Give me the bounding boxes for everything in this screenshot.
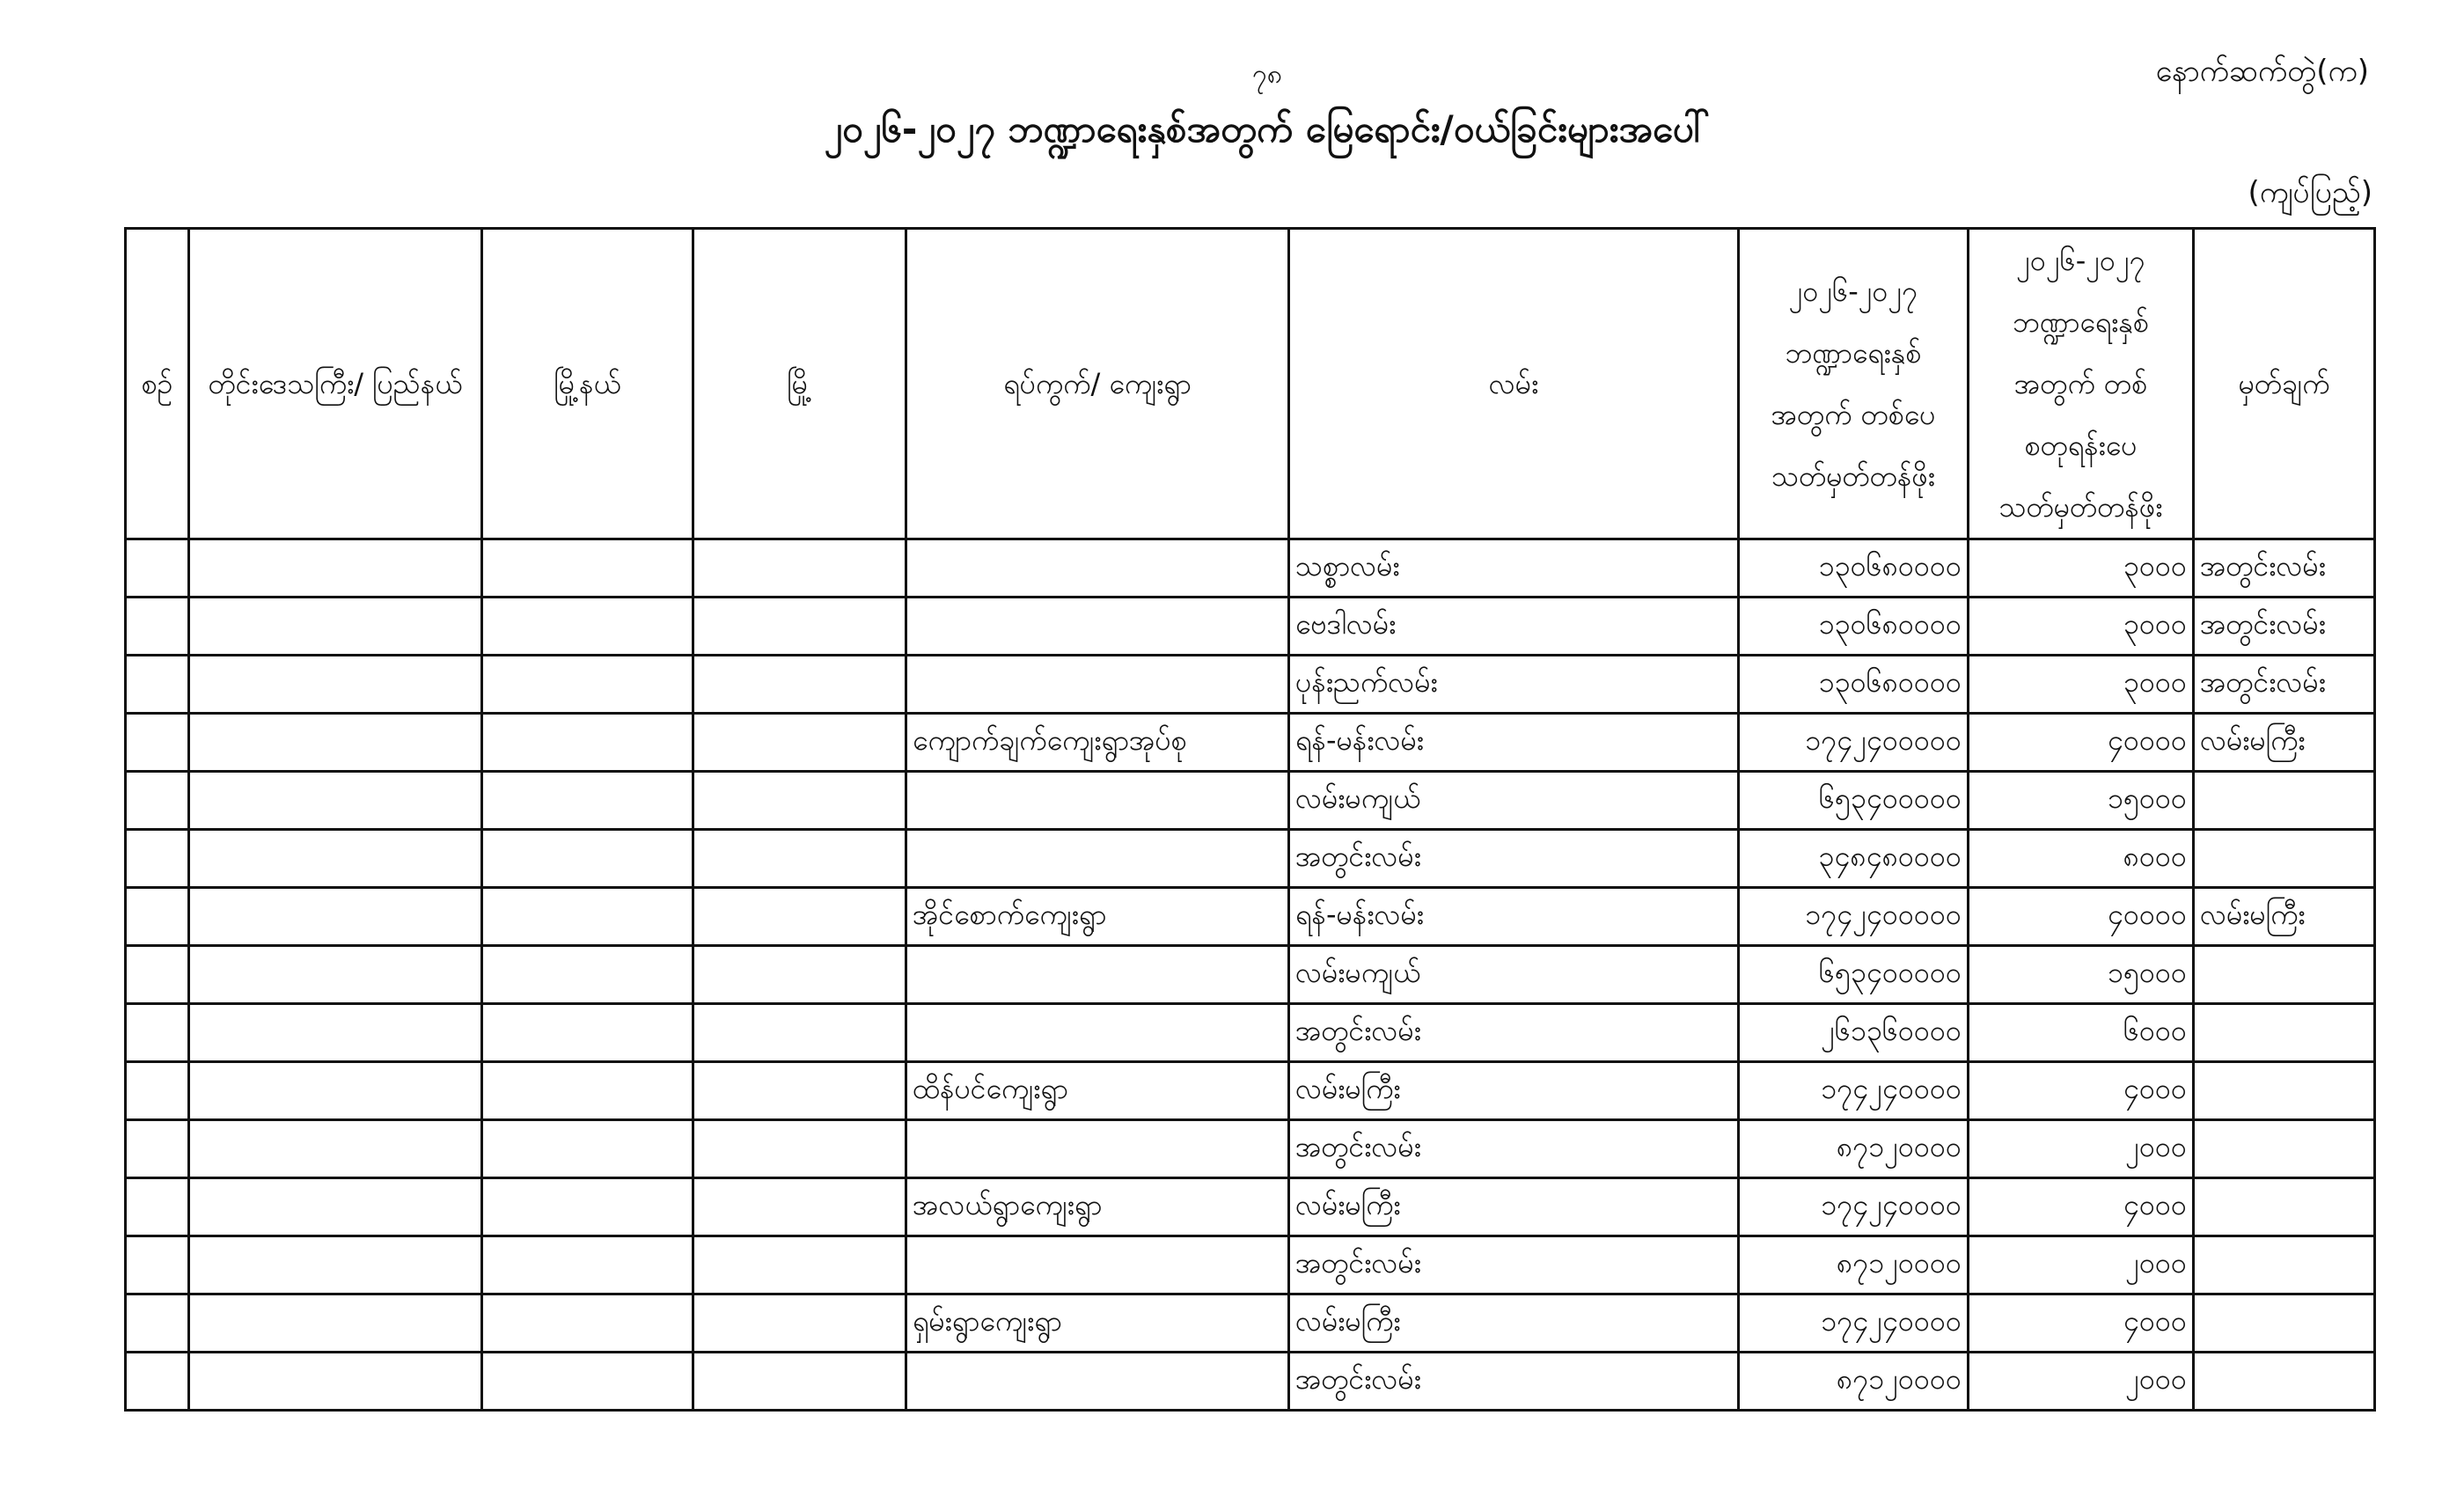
cell-region (189, 1294, 482, 1353)
cell-region (189, 1353, 482, 1411)
table-row (126, 1294, 2375, 1353)
cell-serial (126, 598, 189, 656)
header-serial: စဉ် (126, 229, 189, 539)
cell-region (189, 1178, 482, 1236)
cell-serial (126, 656, 189, 714)
table-row (126, 1353, 2375, 1411)
cell-remarks (2194, 1353, 2375, 1411)
cell-value-per-sqft: ၄၀၀၀ (1969, 1178, 2194, 1236)
cell-ward-village: အိုင်စောက်ကျေးရွာ (906, 888, 1289, 946)
table-row (126, 946, 2375, 1004)
cell-ward-village (906, 598, 1289, 656)
cell-region (189, 656, 482, 714)
header-region: တိုင်းဒေသကြီး/ ပြည်နယ် (189, 229, 482, 539)
cell-remarks (2194, 772, 2375, 830)
cell-street: အတွင်းလမ်း (1289, 1120, 1739, 1178)
cell-town (693, 539, 906, 598)
cell-town (693, 598, 906, 656)
table-row (126, 598, 2375, 656)
cell-street: ဗေဒါလမ်း (1289, 598, 1739, 656)
cell-ward-village (906, 539, 1289, 598)
cell-serial (126, 772, 189, 830)
cell-serial (126, 1062, 189, 1120)
cell-town (693, 946, 906, 1004)
cell-serial (126, 888, 189, 946)
cell-street: လမ်းမကြီး (1289, 1062, 1739, 1120)
cell-district (482, 1120, 693, 1178)
cell-district (482, 772, 693, 830)
cell-value-per-foot: ၁၇၄၂၄၀၀၀၀ (1739, 1294, 1969, 1353)
cell-town (693, 714, 906, 772)
cell-town (693, 1062, 906, 1120)
cell-value-per-sqft: ၂၀၀၀ (1969, 1120, 2194, 1178)
cell-serial (126, 946, 189, 1004)
cell-value-per-foot: ၆၅၃၄၀၀၀၀၀ (1739, 946, 1969, 1004)
cell-region (189, 946, 482, 1004)
cell-town (693, 772, 906, 830)
cell-ward-village: ထိန်ပင်ကျေးရွာ (906, 1062, 1289, 1120)
table-row (126, 772, 2375, 830)
cell-town (693, 1178, 906, 1236)
cell-town (693, 1294, 906, 1353)
cell-district (482, 714, 693, 772)
cell-street: အတွင်းလမ်း (1289, 1353, 1739, 1411)
table-row (126, 830, 2375, 888)
cell-value-per-foot: ၁၇၄၂၄၀၀၀၀ (1739, 1062, 1969, 1120)
header-remarks: မှတ်ချက် (2194, 229, 2375, 539)
cell-remarks (2194, 1004, 2375, 1062)
cell-serial (126, 714, 189, 772)
header-ward-village: ရပ်ကွက်/ ကျေးရွာ (906, 229, 1289, 539)
cell-town (693, 830, 906, 888)
cell-value-per-sqft: ၂၀၀၀ (1969, 1353, 2194, 1411)
cell-town (693, 888, 906, 946)
cell-value-per-foot: ၁၃၀၆၈၀၀၀၀ (1739, 656, 1969, 714)
cell-value-per-foot: ၈၇၁၂၀၀၀၀ (1739, 1120, 1969, 1178)
cell-value-per-sqft: ၁၅၀၀၀ (1969, 772, 2194, 830)
cell-value-per-foot: ၂၆၁၃၆၀၀၀၀ (1739, 1004, 1969, 1062)
table-row (126, 1178, 2375, 1236)
annex-label: နောက်ဆက်တွဲ(က) (2155, 54, 2369, 89)
cell-value-per-sqft: ၆၀၀၀ (1969, 1004, 2194, 1062)
cell-street: သစ္စာလမ်း (1289, 539, 1739, 598)
table-row (126, 714, 2375, 772)
table-row (126, 888, 2375, 946)
cell-serial (126, 1120, 189, 1178)
cell-value-per-sqft: ၄၀၀၀ (1969, 1062, 2194, 1120)
cell-district (482, 888, 693, 946)
cell-value-per-sqft: ၄၀၀၀ (1969, 1294, 2194, 1353)
cell-value-per-foot: ၈၇၁၂၀၀၀၀ (1739, 1236, 1969, 1294)
cell-value-per-sqft: ၁၅၀၀၀ (1969, 946, 2194, 1004)
cell-street: လမ်းမကျယ် (1289, 946, 1739, 1004)
table-row (126, 656, 2375, 714)
cell-ward-village (906, 1236, 1289, 1294)
cell-value-per-foot: ၁၇၄၂၄၀၀၀၀၀ (1739, 714, 1969, 772)
cell-district (482, 1178, 693, 1236)
cell-district (482, 1062, 693, 1120)
header-street: လမ်း (1289, 229, 1739, 539)
cell-value-per-foot: ၁၃၀၆၈၀၀၀၀ (1739, 539, 1969, 598)
cell-value-per-foot: ၈၇၁၂၀၀၀၀ (1739, 1353, 1969, 1411)
cell-district (482, 539, 693, 598)
cell-ward-village: ရှမ်းရွာကျေးရွာ (906, 1294, 1289, 1353)
cell-street: အတွင်းလမ်း (1289, 1004, 1739, 1062)
cell-street: လမ်းမကျယ် (1289, 772, 1739, 830)
table-body (126, 539, 2375, 1411)
cell-remarks: လမ်းမကြီး (2194, 714, 2375, 772)
cell-street: အတွင်းလမ်း (1289, 830, 1739, 888)
cell-district (482, 598, 693, 656)
cell-district (482, 656, 693, 714)
table-row (126, 539, 2375, 598)
cell-serial (126, 1004, 189, 1062)
cell-remarks (2194, 1062, 2375, 1120)
cell-ward-village: ကျောက်ချက်ကျေးရွာအုပ်စု (906, 714, 1289, 772)
header-value-per-sqft: ၂၀၂၆-၂၀၂၇ ဘဏ္ဍာရေးနှစ် အတွက် တစ်စတုရန်းပေ သတ်မှတ်တန်ဖိုး (1969, 229, 2194, 539)
cell-serial (126, 539, 189, 598)
cell-remarks (2194, 830, 2375, 888)
table-header-row (126, 229, 2375, 539)
cell-street: လမ်းမကြီး (1289, 1294, 1739, 1353)
cell-value-per-sqft: ၃၀၀၀ (1969, 598, 2194, 656)
cell-street: ရန်-မန်းလမ်း (1289, 888, 1739, 946)
cell-region (189, 772, 482, 830)
cell-town (693, 1120, 906, 1178)
table-row (126, 1236, 2375, 1294)
cell-value-per-foot: ၆၅၃၄၀၀၀၀၀ (1739, 772, 1969, 830)
cell-value-per-sqft: ၃၀၀၀ (1969, 656, 2194, 714)
cell-value-per-foot: ၃၄၈၄၈၀၀၀၀ (1739, 830, 1969, 888)
cell-serial (126, 1294, 189, 1353)
cell-region (189, 1236, 482, 1294)
header-district: မြို့နယ် (482, 229, 693, 539)
cell-town (693, 656, 906, 714)
cell-district (482, 830, 693, 888)
cell-value-per-sqft: ၄၀၀၀၀ (1969, 888, 2194, 946)
cell-value-per-sqft: ၈၀၀၀ (1969, 830, 2194, 888)
cell-remarks: လမ်းမကြီး (2194, 888, 2375, 946)
land-value-table (124, 227, 2376, 1412)
cell-value-per-foot: ၁၇၄၂၄၀၀၀၀ (1739, 1178, 1969, 1236)
cell-region (189, 714, 482, 772)
cell-street: အတွင်းလမ်း (1289, 1236, 1739, 1294)
cell-value-per-sqft: ၂၀၀၀ (1969, 1236, 2194, 1294)
table-row (126, 1062, 2375, 1120)
cell-remarks: အတွင်းလမ်း (2194, 598, 2375, 656)
table-row (126, 1120, 2375, 1178)
document-title: ၂၀၂၆-၂၀၂၇ ဘဏ္ဍာရေးနှစ်အတွက် မြေရောင်း/ဝယ်ခြင်းများအပေါ် (824, 107, 1711, 150)
cell-serial (126, 830, 189, 888)
cell-value-per-sqft: ၃၀၀၀ (1969, 539, 2194, 598)
cell-remarks: အတွင်းလမ်း (2194, 656, 2375, 714)
cell-ward-village (906, 1353, 1289, 1411)
cell-value-per-sqft: ၄၀၀၀၀ (1969, 714, 2194, 772)
cell-district (482, 1294, 693, 1353)
cell-ward-village: အလယ်ရွာကျေးရွာ (906, 1178, 1289, 1236)
cell-ward-village (906, 772, 1289, 830)
header-town: မြို့ (693, 229, 906, 539)
cell-street: လမ်းမကြီး (1289, 1178, 1739, 1236)
cell-region (189, 888, 482, 946)
cell-value-per-foot: ၁၃၀၆၈၀၀၀၀ (1739, 598, 1969, 656)
cell-remarks (2194, 1236, 2375, 1294)
cell-ward-village (906, 1120, 1289, 1178)
cell-district (482, 1236, 693, 1294)
cell-region (189, 830, 482, 888)
cell-town (693, 1004, 906, 1062)
cell-district (482, 1353, 693, 1411)
cell-ward-village (906, 656, 1289, 714)
cell-region (189, 539, 482, 598)
cell-town (693, 1353, 906, 1411)
cell-remarks (2194, 1294, 2375, 1353)
table-row (126, 1004, 2375, 1062)
cell-serial (126, 1236, 189, 1294)
cell-region (189, 1062, 482, 1120)
cell-region (189, 1004, 482, 1062)
page-number: ၇၈ (1251, 59, 1282, 90)
cell-ward-village (906, 1004, 1289, 1062)
cell-value-per-foot: ၁၇၄၂၄၀၀၀၀၀ (1739, 888, 1969, 946)
cell-street: ရန်-မန်းလမ်း (1289, 714, 1739, 772)
cell-remarks (2194, 946, 2375, 1004)
cell-district (482, 1004, 693, 1062)
cell-district (482, 946, 693, 1004)
cell-region (189, 598, 482, 656)
cell-remarks: အတွင်းလမ်း (2194, 539, 2375, 598)
cell-ward-village (906, 946, 1289, 1004)
cell-street: ပုန်းညက်လမ်း (1289, 656, 1739, 714)
cell-remarks (2194, 1120, 2375, 1178)
cell-remarks (2194, 1178, 2375, 1236)
cell-serial (126, 1353, 189, 1411)
header-value-per-foot: ၂၀၂၆-၂၀၂၇ ဘဏ္ဍာရေးနှစ် အတွက် တစ်ပေ သတ်မှတ်တန်ဖိုး (1739, 229, 1969, 539)
cell-serial (126, 1178, 189, 1236)
cell-ward-village (906, 830, 1289, 888)
cell-region (189, 1120, 482, 1178)
currency-unit-label: (ကျပ်ပြည့်) (2248, 175, 2372, 210)
cell-town (693, 1236, 906, 1294)
